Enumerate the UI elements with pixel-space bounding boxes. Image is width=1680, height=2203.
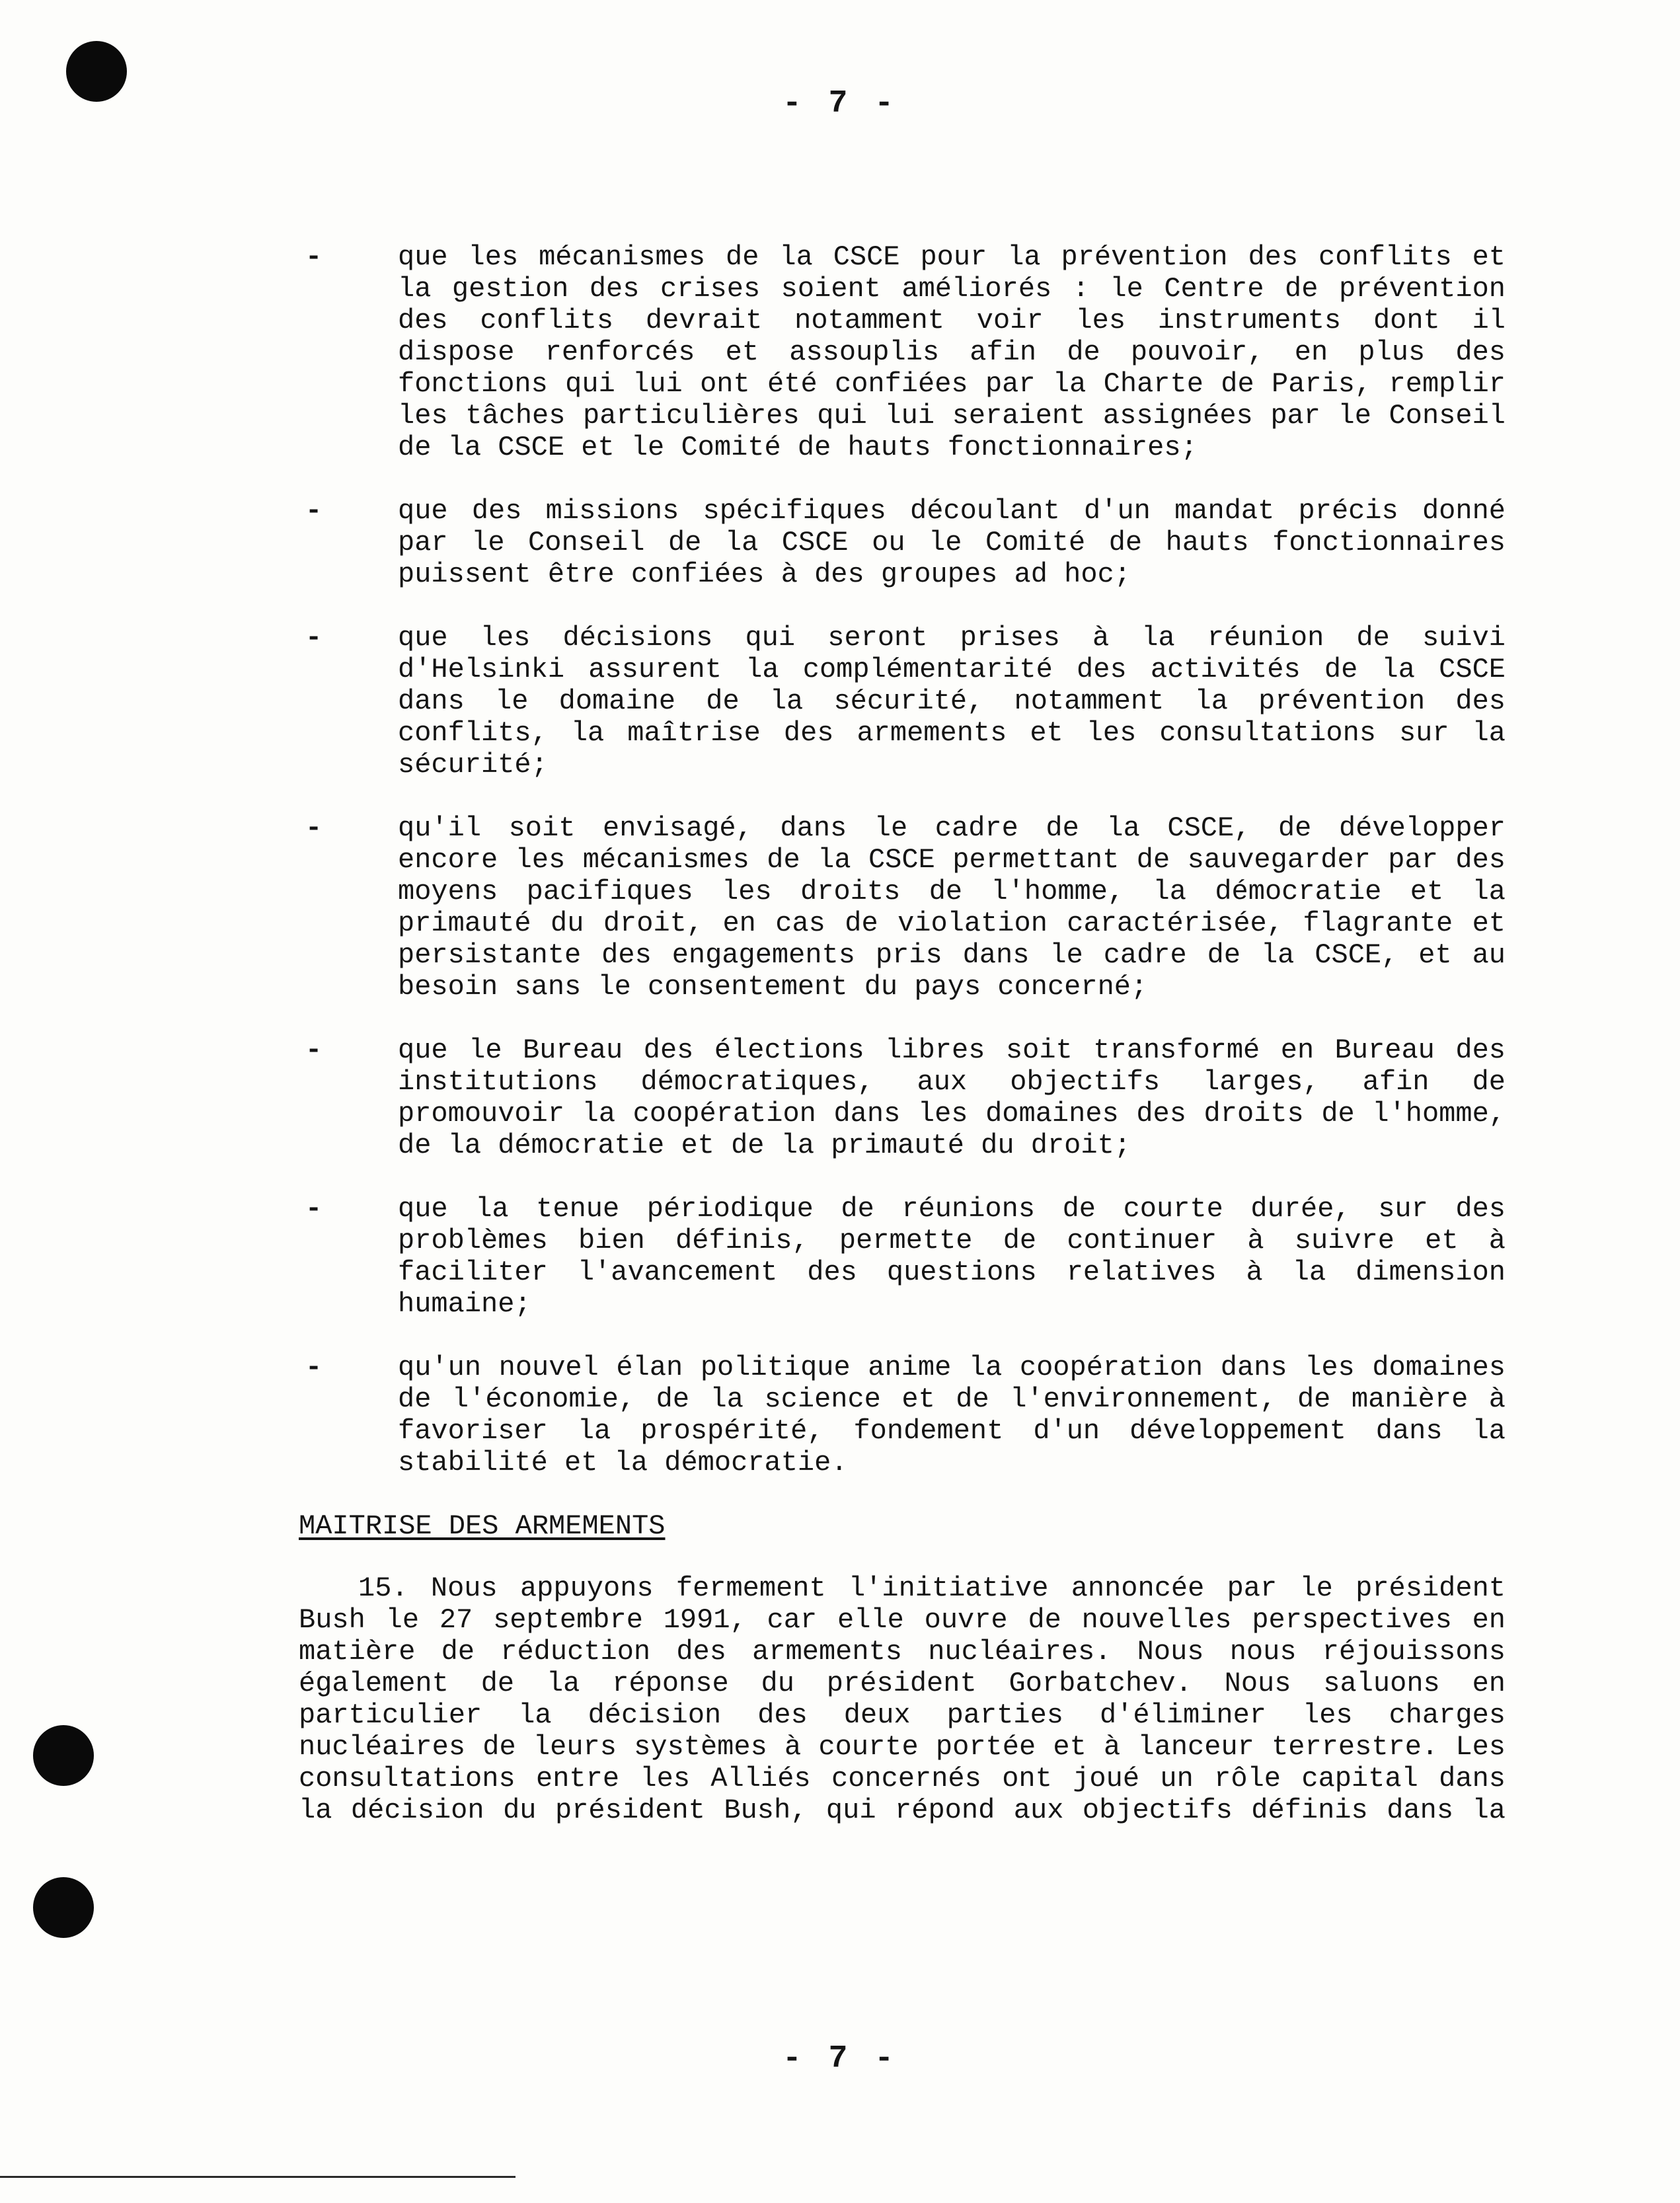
bullet-marker: -: [305, 1352, 323, 1383]
bullet-text: qu'un nouvel élan politique anime la coopération dans les domaines de l'économie, de la science et de l'environnement, de manière à favoriser la prospérité, fondement d'un développement dans la stabilité et la démocratie.: [398, 1352, 1506, 1479]
bullet-item: [299, 495, 1506, 590]
bullet-text: que la tenue périodique de réunions de courte durée, sur des problèmes bien définis, permette de continuer à suivre et à faciliter l'avancement des questions relatives à la dimension humaine;: [398, 1193, 1506, 1320]
bullet-item: [299, 1034, 1506, 1161]
scan-edge-line: [0, 2176, 515, 2178]
bullet-text: qu'il soit envisagé, dans le cadre de la CSCE, de développer encore les mécanismes de la CSCE permettant de sauvegarder par des moyens pacifiques les droits de l'homme, la démocratie et la primauté du droit, en cas de violation caractérisée, flagrante et persistante des engagements pris dans le cadre de la CSCE, et au besoin sans le consentement du pays concerné;: [398, 812, 1506, 1003]
page-number-top: - 7 -: [782, 86, 898, 122]
bullet-item: [299, 241, 1506, 463]
bullet-marker: -: [305, 812, 323, 844]
bullet-text: que les mécanismes de la CSCE pour la prévention des conflits et la gestion des crises soient améliorés : le Centre de prévention des conflits devrait notamment voir les instruments dont il dispose renforcés et assouplis afin de pouvoir, en plus des fonctions qui lui ont été confiées par la Charte de Paris, remplir les tâches particulières qui lui seraient assignées par le Conseil de la CSCE et le Comité de hauts fonctionnaires;: [398, 241, 1506, 463]
bullet-marker: -: [305, 1034, 323, 1066]
bullet-text: que les décisions qui seront prises à la réunion de suivi d'Helsinki assurent la complémentarité des activités de la CSCE dans le domaine de la sécurité, notamment la prévention des conflits, la maîtrise des armements et les consultations sur la sécurité;: [398, 622, 1506, 781]
bullet-text: que le Bureau des élections libres soit transformé en Bureau des institutions démocratiques, aux objectifs larges, afin de promouvoir la coopération dans les domaines des droits de l'homme, de la démocratie et de la primauté du droit;: [398, 1034, 1506, 1161]
bullet-item: [299, 622, 1506, 781]
bullet-marker: -: [305, 241, 323, 273]
bullet-text: que des missions spécifiques découlant d'un mandat précis donné par le Conseil de la CSCE ou le Comité de hauts fonctionnaires puissent être confiées à des groupes ad hoc;: [398, 495, 1506, 590]
bullet-marker: -: [305, 1193, 323, 1225]
page-number-bottom: - 7 -: [782, 2041, 898, 2077]
document-body: [299, 241, 1506, 1826]
bullet-item: [299, 1352, 1506, 1479]
punch-hole-middle: [33, 1725, 94, 1786]
punch-hole-lower: [33, 1877, 94, 1938]
bullet-marker: -: [305, 622, 323, 654]
section-heading: MAITRISE DES ARMEMENTS: [299, 1510, 666, 1542]
bullet-marker: -: [305, 495, 323, 527]
bullet-item: [299, 1193, 1506, 1320]
bullet-item: [299, 812, 1506, 1003]
paragraph-15: 15. Nous appuyons fermement l'initiative annoncée par le président Bush le 27 septembre 1991, car elle ouvre de nouvelles perspectives en matière de réduction des armements nucléaires. Nous nous réjouissons également de la réponse du président Gorbatchev. Nous saluons en particulier la décision des deux parties d'éliminer les charges nucléaires de leurs systèmes à courte portée et à lanceur terrestre. Les consultations entre les Alliés concernés ont joué un rôle capital dans la décision du président Bush, qui répond aux objectifs définis dans la: [299, 1572, 1506, 1826]
